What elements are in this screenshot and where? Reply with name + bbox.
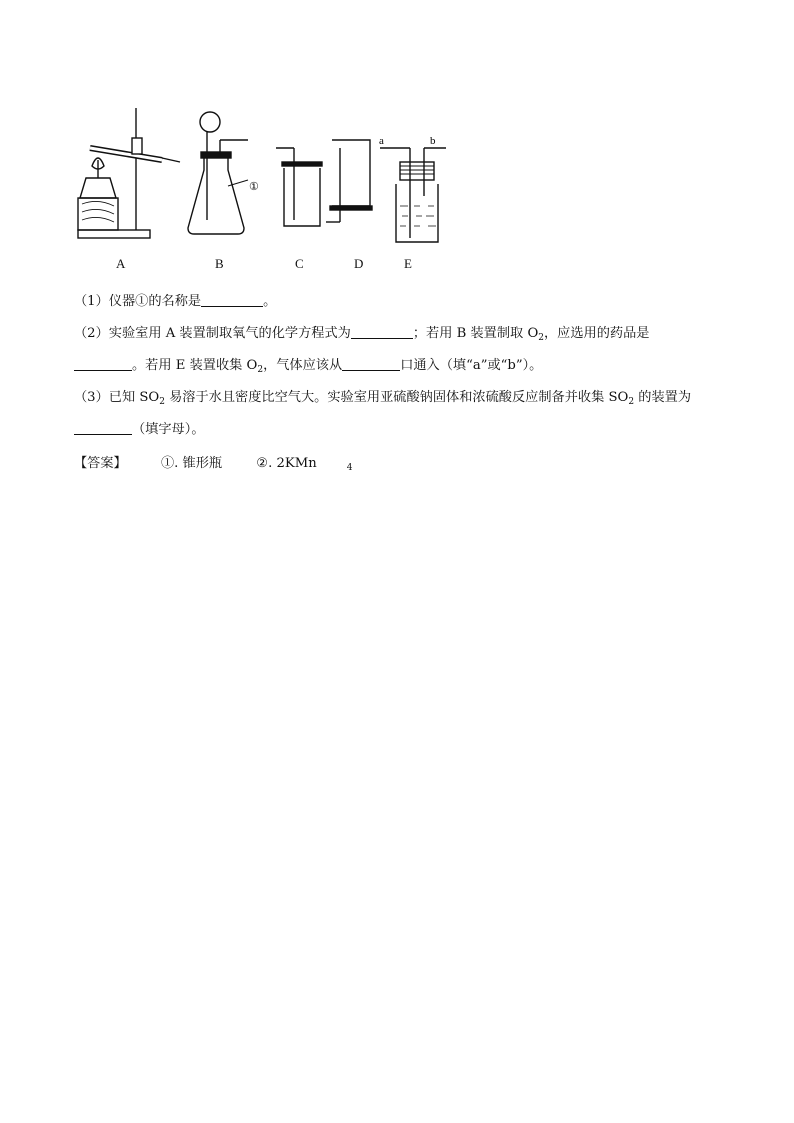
circled-one-label: ① bbox=[249, 180, 259, 193]
answer-blank[interactable] bbox=[201, 292, 263, 307]
label-d: D bbox=[354, 256, 364, 271]
apparatus-figure bbox=[70, 100, 450, 280]
answer-item-2: ②. 2KMn $_4$ bbox=[256, 456, 353, 473]
tube-a-label: a bbox=[379, 135, 384, 147]
answer-line bbox=[74, 452, 412, 473]
apparatus-drawing bbox=[70, 100, 450, 280]
tube-b-label: b bbox=[430, 135, 436, 147]
apparatus-e bbox=[380, 148, 446, 242]
question-3-line-2: （填字母）。 bbox=[74, 420, 205, 440]
label-b: B bbox=[215, 256, 224, 271]
answer-blank[interactable] bbox=[74, 356, 132, 371]
label-a: A bbox=[116, 256, 126, 271]
apparatus-c bbox=[276, 148, 322, 226]
label-e: E bbox=[404, 256, 412, 271]
apparatus-a bbox=[78, 108, 180, 238]
answer-blank[interactable] bbox=[74, 420, 132, 435]
answer-blank[interactable] bbox=[351, 324, 413, 339]
answer-item-1: ①. 锥形瓶 bbox=[160, 456, 223, 471]
apparatus-b bbox=[188, 112, 248, 234]
question-3-line-1: （3）已知 $SO_2$ 易溶于水且密度比空气大。实验室用亚硫酸钠固体和浓硫酸反应制备并收集 $SO_2$ 的装置为 bbox=[74, 390, 692, 407]
answer-blank[interactable] bbox=[342, 356, 400, 371]
apparatus-d bbox=[326, 140, 372, 222]
question-2-line-2: 。若用 E 装置收集 $O_2$，气体应该从 口通入（填“a”或“b”）。 bbox=[74, 356, 542, 380]
answer-label: 【答案】 bbox=[74, 456, 127, 471]
label-c: C bbox=[295, 256, 304, 271]
question-1: （1）仪器①的名称是 。 bbox=[74, 294, 277, 309]
question-2-line-1: （2）实验室用 A 装置制取氧气的化学方程式为 ；若用 B 装置制取 $O_2$，应选用的药品是 bbox=[74, 326, 650, 343]
